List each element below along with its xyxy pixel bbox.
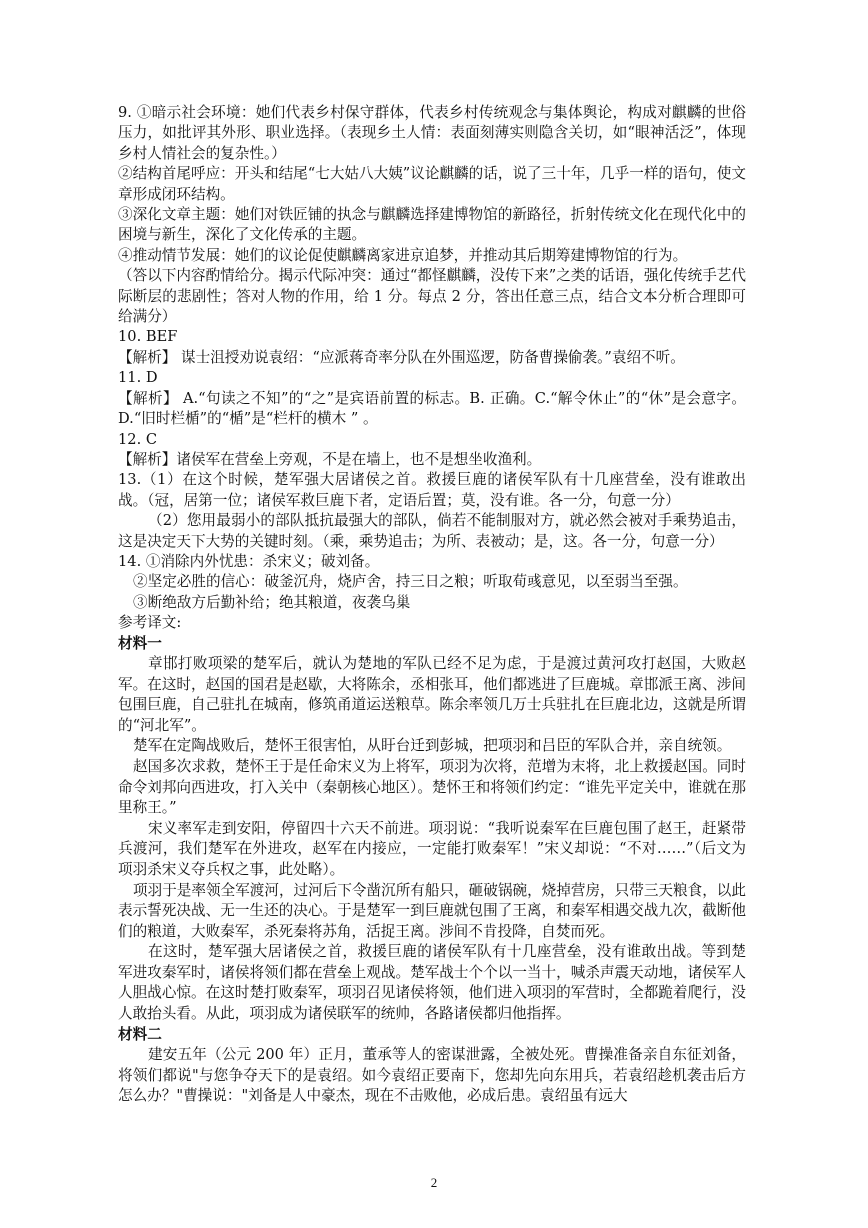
answer-9-point-2: ②结构首尾呼应：开头和结尾“七大姑八大姨”议论麒麟的话，说了三十年，几乎一样的语句，使文章形成闭环结构。 [118, 165, 746, 203]
page-content [118, 103, 746, 1107]
material-1-para: 在这时，楚军强大居诸侯之首，救援巨鹿的诸侯军队有十几座营垒，没有谁敢出战。等到楚军进攻秦军时，诸侯将领们都在营垒上观战。楚军战士个个以一当十，喊杀声震天动地，诸侯军人人胆战心惊。在这时楚打败秦军，项羽召见诸侯将领，他们进入项羽的军营时，全都跪着爬行，没人敢抬头看。从此，项羽成为诸侯联军的统帅，各路诸侯都归他指挥。 [118, 943, 746, 1023]
answer-12-analysis: 【解析】诸侯军在营垒上旁观，不是在墙上，也不是想坐收渔利。 [118, 450, 542, 468]
answer-12-key: 12. C [118, 430, 158, 448]
material-2 [118, 1025, 746, 1107]
material-1 [118, 634, 746, 1025]
answer-14-point-1: 14. ①消除内外忧患：杀宋义；破刘备。 [118, 552, 380, 570]
material-2-title: 材料二 [118, 1025, 162, 1043]
material-1-para: 宋义率军走到安阳，停留四十六天不前进。项羽说：“我听说秦军在巨鹿包围了赵王，赶紧带兵渡河，我们楚军在外进攻，赵军在内接应，一定能打败秦军！”宋义却说：“不对……”（后文为项羽杀宋义夺兵权之事，此处略）。 [118, 819, 746, 878]
material-1-para: 章邯打败项梁的楚军后，就认为楚地的军队已经不足为虑，于是渡过黄河攻打赵国，大败赵军。在这时，赵国的国君是赵歇，大将陈余，丞相张耳，他们都逃进了巨鹿城。章邯派王离、涉间包围巨鹿，自己驻扎在城南，修筑甬道运送粮草。陈余率领几万士兵驻扎在巨鹿北边，这就是所谓的“河北军”。 [118, 654, 746, 734]
reference-translation-heading: 参考译文: [118, 614, 182, 632]
answer-11-analysis: 【解析】 A.“句读之不知”的“之”是宾语前置的标志。B. 正确。C.“解令休止”的“休”是会意字。D.“旧时栏楯”的“楯”是“栏杆的横木 ” 。 [118, 389, 746, 428]
answer-13 [118, 470, 746, 552]
page-number: 2 [430, 1175, 438, 1190]
answer-14-point-3: ③断绝敌方后勤补给；绝其粮道，夜袭乌巢 [133, 593, 411, 611]
answer-10-analysis: 【解析】 谋士沮授劝说袁绍：“应派蒋奇率分队在外围巡逻，防备曹操偷袭。”袁绍不听。 [118, 348, 685, 366]
answer-13-part-2: （2）您用最弱小的部队抵抗最强大的部队，倘若不能制服对方，就必然会被对手乘势追击，这是决定天下大势的关键时刻。（乘，乘势追击；为所、表被动；是，这。各一分，句意一分） [118, 512, 746, 550]
answer-14 [118, 552, 746, 613]
answer-9-note: （答以下内容酌情给分。揭示代际冲突：通过“都怪麒麟，没传下来”之类的话语，强化传统手艺代际断层的悲剧性；答对人物的作用，给 1 分。每点 2 分，答出任意三点，结合文本分析合理即可给满分） [118, 267, 746, 326]
answer-10 [118, 327, 746, 368]
material-2-para: 建安五年（公元 200 年）正月，董承等人的密谋泄露，全被处死。曹操准备亲自东征刘备，将领们都说"与您争夺天下的是袁绍。如今袁绍正要南下，您却先向东用兵，若袁绍趁机袭击后方怎么办？"曹操说："刘备是人中豪杰，现在不击败他，必成后患。袁绍虽有远大 [118, 1046, 746, 1105]
answer-9-point-3: ③深化文章主题：她们对铁匠铺的执念与麒麟选择建博物馆的新路径，折射传统文化在现代化中的困境与新生，深化了文化传承的主题。 [118, 206, 746, 244]
answer-9-point-1: 9. ①暗示社会环境：她们代表乡村保守群体，代表乡村传统观念与集体舆论，构成对麒麟的世俗压力，如批评其外形、职业选择。（表现乡土人情：表面刻薄实则隐含关切，如“眼神活泛”，体现乡村人情社会的复杂性。） [118, 104, 746, 162]
answer-10-key: 10. BEF [118, 328, 178, 346]
answer-9-point-4: ④推动情节发展：她们的议论促使麒麟离家进京追梦，并推动其后期筹建博物馆的行为。 [118, 246, 688, 264]
answer-11 [118, 368, 746, 429]
answer-12 [118, 430, 746, 471]
answer-11-key: 11. D [118, 369, 158, 387]
material-1-para: 楚军在定陶战败后，楚怀王很害怕，从盱台迁到彭城，把项羽和吕臣的军队合并，亲自统领。 [133, 737, 732, 755]
answer-13-part-1: 13.（1）在这个时候，楚军强大居诸侯之首。救援巨鹿的诸侯军队有十几座营垒，没有谁敢出战。（冠，居第一位；诸侯军救巨鹿下者，定语后置；莫，没有谁。各一分，句意一分） [118, 471, 746, 509]
answer-9 [118, 103, 746, 327]
material-1-para: 项羽于是率领全军渡河，过河后下令凿沉所有船只，砸破锅碗，烧掉营房，只带三天粮食，以此表示誓死决战、无一生还的决心。于是楚军一到巨鹿就包围了王离，和秦军相遇交战九次，截断他们的粮道，大败秦军，杀死秦将苏角，活捉王离。涉间不肯投降，自焚而死。 [118, 881, 746, 940]
material-1-para: 赵国多次求救，楚怀王于是任命宋义为上将军，项羽为次将，范增为末将，北上救援赵国。同时命令刘邦向西进攻，打入关中（秦朝核心地区）。楚怀王和将领们约定：“谁先平定关中，谁就在那里称王。” [118, 757, 746, 817]
material-1-title: 材料一 [118, 634, 162, 652]
answer-14-point-2: ②坚定必胜的信心：破釜沉舟，烧庐舍，持三日之粮；听取荀彧意见，以至弱当至强。 [133, 573, 688, 591]
